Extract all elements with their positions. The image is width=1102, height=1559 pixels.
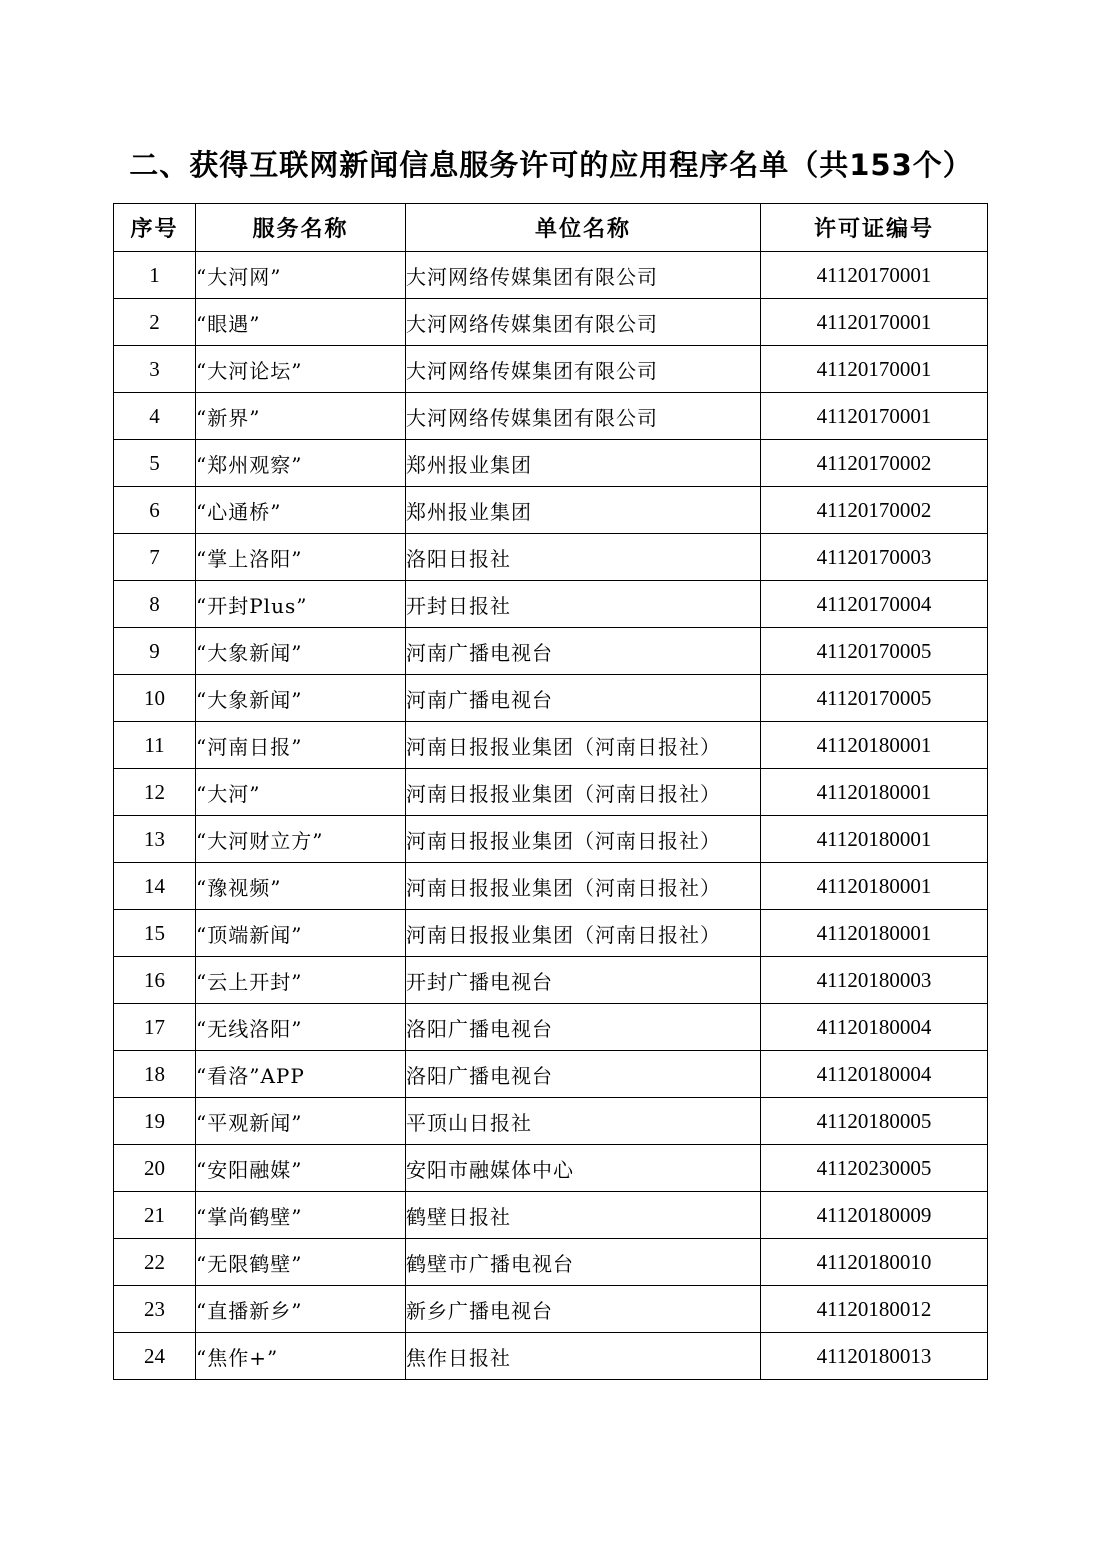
page-title: 二、获得互联网新闻信息服务许可的应用程序名单（共153个） (129, 148, 973, 182)
table-row (114, 346, 988, 393)
cell-unit-name: 开封广播电视台 (406, 957, 761, 1004)
cell-service-name: “焦作+” (196, 1333, 406, 1380)
cell-license-number: 41120180005 (761, 1098, 988, 1145)
cell-license-number: 41120170004 (761, 581, 988, 628)
cell-license-number: 41120170001 (761, 252, 988, 299)
cell-index: 2 (114, 299, 196, 346)
cell-service-name: “顶端新闻” (196, 910, 406, 957)
cell-license-number: 41120180004 (761, 1051, 988, 1098)
cell-unit-name: 大河网络传媒集团有限公司 (406, 346, 761, 393)
table-row (114, 816, 988, 863)
cell-license-number: 41120170003 (761, 534, 988, 581)
cell-unit-name: 安阳市融媒体中心 (406, 1145, 761, 1192)
cell-service-name: “掌尚鹤壁” (196, 1192, 406, 1239)
cell-service-name: “云上开封” (196, 957, 406, 1004)
cell-license-number: 41120230005 (761, 1145, 988, 1192)
cell-index: 8 (114, 581, 196, 628)
table-row (114, 863, 988, 910)
cell-index: 23 (114, 1286, 196, 1333)
cell-index: 9 (114, 628, 196, 675)
table-row (114, 487, 988, 534)
cell-license-number: 41120180001 (761, 769, 988, 816)
cell-service-name: “平观新闻” (196, 1098, 406, 1145)
cell-license-number: 41120180009 (761, 1192, 988, 1239)
cell-service-name: “大河财立方” (196, 816, 406, 863)
cell-index: 24 (114, 1333, 196, 1380)
cell-service-name: “开封Plus” (196, 581, 406, 628)
cell-license-number: 41120180001 (761, 910, 988, 957)
cell-index: 20 (114, 1145, 196, 1192)
cell-index: 7 (114, 534, 196, 581)
table-row (114, 628, 988, 675)
cell-unit-name: 洛阳广播电视台 (406, 1004, 761, 1051)
table-row (114, 1051, 988, 1098)
cell-index: 12 (114, 769, 196, 816)
cell-index: 5 (114, 440, 196, 487)
table-row (114, 440, 988, 487)
cell-license-number: 41120180003 (761, 957, 988, 1004)
table-row (114, 299, 988, 346)
cell-index: 21 (114, 1192, 196, 1239)
table-row (114, 1286, 988, 1333)
cell-service-name: “掌上洛阳” (196, 534, 406, 581)
header-unit-name: 单位名称 (406, 204, 761, 252)
cell-license-number: 41120180001 (761, 816, 988, 863)
table-row (114, 393, 988, 440)
cell-service-name: “大象新闻” (196, 628, 406, 675)
table-row (114, 1098, 988, 1145)
cell-unit-name: 新乡广播电视台 (406, 1286, 761, 1333)
cell-index: 17 (114, 1004, 196, 1051)
cell-index: 18 (114, 1051, 196, 1098)
cell-service-name: “大河” (196, 769, 406, 816)
header-index: 序号 (114, 204, 196, 252)
cell-unit-name: 河南日报报业集团（河南日报社） (406, 863, 761, 910)
cell-index: 14 (114, 863, 196, 910)
table-row (114, 1239, 988, 1286)
table-row (114, 1004, 988, 1051)
cell-service-name: “大象新闻” (196, 675, 406, 722)
cell-license-number: 41120180001 (761, 722, 988, 769)
cell-license-number: 41120170005 (761, 628, 988, 675)
cell-index: 16 (114, 957, 196, 1004)
cell-index: 1 (114, 252, 196, 299)
cell-unit-name: 鹤壁市广播电视台 (406, 1239, 761, 1286)
cell-license-number: 41120170001 (761, 299, 988, 346)
cell-unit-name: 河南日报报业集团（河南日报社） (406, 722, 761, 769)
table-row (114, 957, 988, 1004)
cell-license-number: 41120170002 (761, 440, 988, 487)
cell-index: 15 (114, 910, 196, 957)
cell-index: 4 (114, 393, 196, 440)
cell-unit-name: 洛阳广播电视台 (406, 1051, 761, 1098)
cell-service-name: “豫视频” (196, 863, 406, 910)
cell-license-number: 41120180010 (761, 1239, 988, 1286)
table-row (114, 1192, 988, 1239)
cell-unit-name: 河南广播电视台 (406, 675, 761, 722)
cell-service-name: “无线洛阳” (196, 1004, 406, 1051)
cell-index: 13 (114, 816, 196, 863)
cell-license-number: 41120180004 (761, 1004, 988, 1051)
cell-license-number: 41120170001 (761, 393, 988, 440)
cell-license-number: 41120170002 (761, 487, 988, 534)
table-row (114, 1333, 988, 1380)
cell-unit-name: 河南日报报业集团（河南日报社） (406, 769, 761, 816)
cell-service-name: “心通桥” (196, 487, 406, 534)
cell-unit-name: 河南广播电视台 (406, 628, 761, 675)
cell-service-name: “新界” (196, 393, 406, 440)
table-row (114, 769, 988, 816)
cell-unit-name: 大河网络传媒集团有限公司 (406, 299, 761, 346)
app-license-table (113, 203, 988, 1380)
cell-unit-name: 河南日报报业集团（河南日报社） (406, 816, 761, 863)
cell-index: 19 (114, 1098, 196, 1145)
header-service-name: 服务名称 (196, 204, 406, 252)
cell-service-name: “河南日报” (196, 722, 406, 769)
cell-service-name: “眼遇” (196, 299, 406, 346)
cell-service-name: “安阳融媒” (196, 1145, 406, 1192)
cell-index: 10 (114, 675, 196, 722)
cell-unit-name: 焦作日报社 (406, 1333, 761, 1380)
cell-service-name: “大河网” (196, 252, 406, 299)
cell-service-name: “郑州观察” (196, 440, 406, 487)
cell-unit-name: 平顶山日报社 (406, 1098, 761, 1145)
cell-license-number: 41120170001 (761, 346, 988, 393)
cell-unit-name: 开封日报社 (406, 581, 761, 628)
cell-index: 22 (114, 1239, 196, 1286)
cell-unit-name: 鹤壁日报社 (406, 1192, 761, 1239)
cell-unit-name: 郑州报业集团 (406, 487, 761, 534)
table-row (114, 722, 988, 769)
cell-unit-name: 郑州报业集团 (406, 440, 761, 487)
table-row (114, 534, 988, 581)
table-body (114, 252, 988, 1380)
table-row (114, 910, 988, 957)
cell-license-number: 41120180001 (761, 863, 988, 910)
cell-service-name: “无限鹤壁” (196, 1239, 406, 1286)
cell-license-number: 41120180013 (761, 1333, 988, 1380)
cell-service-name: “大河论坛” (196, 346, 406, 393)
cell-unit-name: 大河网络传媒集团有限公司 (406, 252, 761, 299)
cell-service-name: “看洛”APP (196, 1051, 406, 1098)
cell-index: 11 (114, 722, 196, 769)
cell-index: 6 (114, 487, 196, 534)
cell-unit-name: 洛阳日报社 (406, 534, 761, 581)
table-row (114, 252, 988, 299)
cell-license-number: 41120170005 (761, 675, 988, 722)
cell-index: 3 (114, 346, 196, 393)
cell-service-name: “直播新乡” (196, 1286, 406, 1333)
table-row (114, 581, 988, 628)
cell-unit-name: 河南日报报业集团（河南日报社） (406, 910, 761, 957)
cell-unit-name: 大河网络传媒集团有限公司 (406, 393, 761, 440)
table-row (114, 675, 988, 722)
cell-license-number: 41120180012 (761, 1286, 988, 1333)
header-license-number: 许可证编号 (761, 204, 988, 252)
table-row (114, 1145, 988, 1192)
table-header-row (114, 204, 988, 252)
